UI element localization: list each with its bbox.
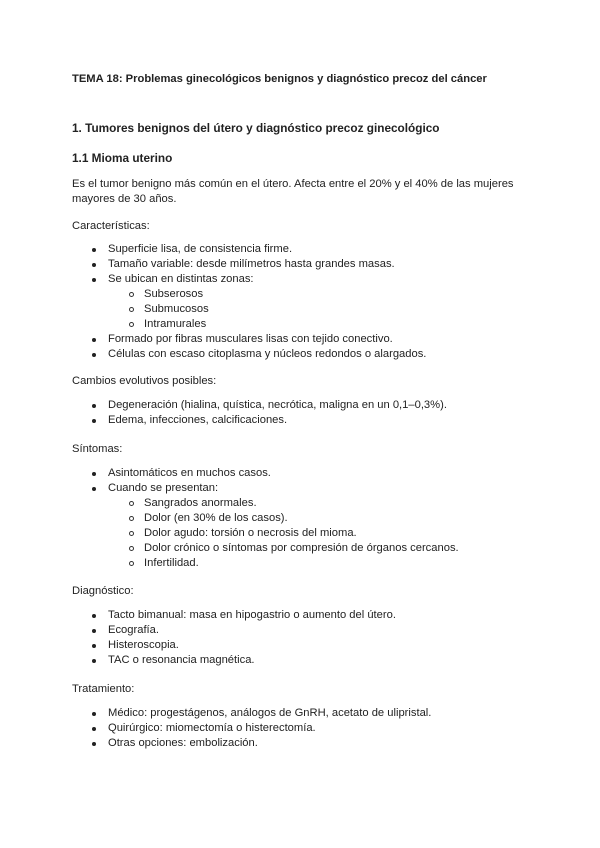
list-item: Degeneración (hialina, quística, necrótica, maligna en un 0,1–0,3%).: [72, 398, 447, 413]
list-item-text: Se ubican en distintas zonas:: [108, 273, 254, 285]
list-item: Células con escaso citoplasma y núcleos redondos o alargados.: [72, 347, 426, 362]
list-item: Ecografía.: [72, 623, 396, 638]
intro-paragraph: Es el tumor benigno más común en el útero. Afecta entre el 20% y el 40% de las mujeres mayores de 30 años.: [72, 178, 514, 205]
list-item: Edema, infecciones, calcificaciones.: [72, 413, 447, 428]
list-item-text: Cuando se presentan:: [108, 482, 219, 494]
diagnostico-label: Diagnóstico:: [72, 585, 134, 597]
sublist-item: Intramurales: [108, 317, 426, 332]
sublist-item: Infertilidad.: [108, 556, 459, 571]
caracteristicas-list: [72, 242, 426, 362]
sublist-item: Dolor (en 30% de los casos).: [108, 511, 459, 526]
sublist-item: Subserosos: [108, 287, 426, 302]
diagnostico-list: [72, 608, 396, 668]
list-item: Médico: progestágenos, análogos de GnRH, acetato de ulipristal.: [72, 706, 431, 721]
caracteristicas-label: Características:: [72, 220, 150, 232]
sublist-item: Submucosos: [108, 302, 426, 317]
sublist-item: Sangrados anormales.: [108, 496, 459, 511]
subsection-heading: 1.1 Mioma uterino: [72, 151, 173, 165]
section-heading: 1. Tumores benignos del útero y diagnóstico precoz ginecológico: [72, 121, 440, 135]
list-item: [72, 272, 426, 332]
tratamiento-list: [72, 706, 431, 751]
list-item: TAC o resonancia magnética.: [72, 653, 396, 668]
list-item: Otras opciones: embolización.: [72, 736, 431, 751]
list-item: Superficie lisa, de consistencia firme.: [72, 242, 426, 257]
list-item: Tamaño variable: desde milímetros hasta grandes masas.: [72, 257, 426, 272]
tratamiento-label: Tratamiento:: [72, 683, 135, 695]
sintomas-list: [72, 466, 459, 571]
zonas-sublist: [108, 287, 426, 332]
sintomas-sublist: [108, 496, 459, 571]
list-item: Histeroscopia.: [72, 638, 396, 653]
document-title: TEMA 18: Problemas ginecológicos benignos y diagnóstico precoz del cáncer: [72, 73, 487, 85]
list-item: Quirúrgico: miomectomía o histerectomía.: [72, 721, 431, 736]
sublist-item: Dolor agudo: torsión o necrosis del mioma.: [108, 526, 459, 541]
sintomas-label: Síntomas:: [72, 443, 123, 455]
sublist-item: Dolor crónico o síntomas por compresión de órganos cercanos.: [108, 541, 459, 556]
list-item: Tacto bimanual: masa en hipogastrio o aumento del útero.: [72, 608, 396, 623]
list-item: [72, 481, 459, 571]
cambios-list: [72, 398, 447, 428]
list-item: Asintomáticos en muchos casos.: [72, 466, 459, 481]
cambios-label: Cambios evolutivos posibles:: [72, 375, 217, 387]
list-item: Formado por fibras musculares lisas con tejido conectivo.: [72, 332, 426, 347]
